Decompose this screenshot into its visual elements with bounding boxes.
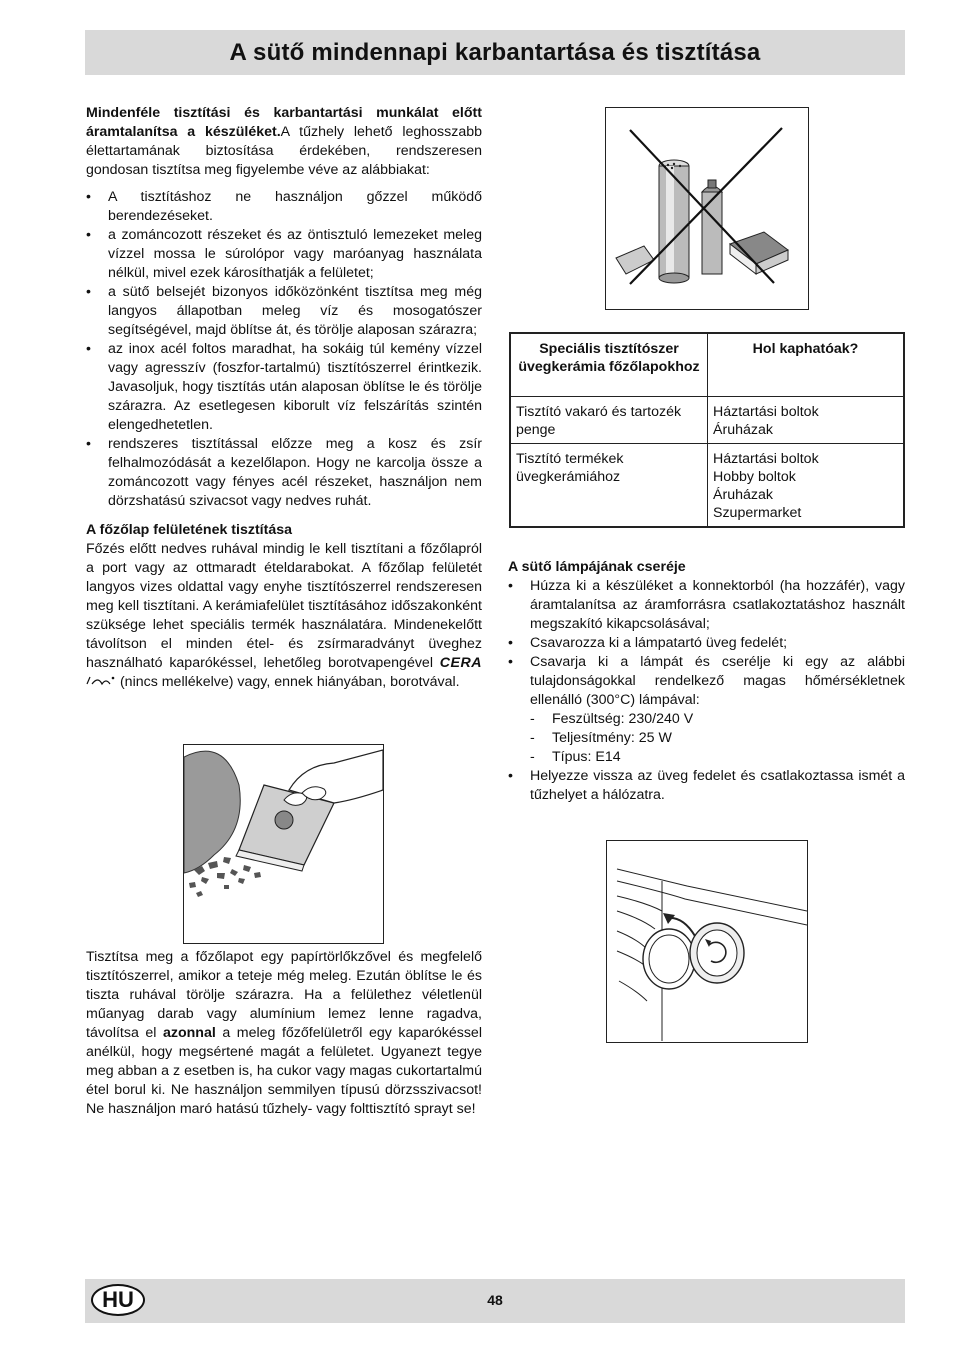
list-item: • a zománcozott részeket és az öntisztuló lemezeket meleg vízzel mossa le súrolópor vagy maróanyag használata nélkül, mivel ezek károsíthatják a felületet;: [86, 226, 482, 283]
table-cell: Tisztító vakaró és tartozék penge: [510, 397, 708, 444]
spec-item: - Teljesítmény: 25 W: [530, 729, 905, 748]
hob-p2-emphasis: azonnal: [162, 1025, 216, 1041]
intro-text: A tűzhely lehető leghosszabb élettartamának biztosítása érdekében, rendszeresen gondosan tisztítsa meg figyelembe véve az alábbiakat:: [86, 124, 483, 178]
lamp-final-text: Helyezze vissza az üveg fedelet és csatlakoztassa ismét a tűzhelyet a hálózatra.: [530, 768, 905, 803]
cleaning-products-table: [509, 332, 905, 528]
oven-lamp-illustration: [606, 840, 808, 1043]
table-header-row: [510, 333, 904, 397]
hob-paragraph-2: [86, 948, 482, 1119]
left-column: [86, 104, 482, 692]
scraper-illustration: [183, 744, 384, 944]
hob-p2: [86, 948, 482, 1119]
table-row: [510, 444, 904, 528]
page-footer: [85, 1279, 905, 1323]
intro-warning: Mindenféle tisztítási és karbantartási munkálat előtt áramtalanítsa a készüléket.: [86, 105, 482, 140]
spec-item: - Feszültség: 230/240 V: [530, 710, 905, 729]
table-row: [510, 397, 904, 444]
spec-item: - Típus: E14: [530, 748, 905, 767]
hob-paragraph: [86, 540, 482, 692]
table-header-where: Hol kaphatóak?: [708, 333, 905, 397]
lamp-heading: A sütő lámpájának cseréje: [508, 559, 686, 575]
cera-logo-mark: [86, 674, 116, 690]
lamp-steps-list: [508, 577, 905, 710]
lamp-final-step: [508, 767, 905, 805]
list-item: • az inox acél foltos maradhat, ha sokáig túl kemény vízzel vagy agresszív (foszfor-tartalmú) tisztítószerrel érintkezik. Javasoljuk, hogy tisztítás után alaposan öblítse le és törölje szárazra. Az esetlegesen kiborult víz felszárítás szintén elengedhetetlen.: [86, 340, 482, 435]
list-item: • a sütő belsejét bizonyos időközönként tisztítsa meg még langyos állapotban meleg víz és mosogatószer segítségével, majd öblítse át, és törölje alaposan szárazra;: [86, 283, 482, 340]
list-item: • rendszeres tisztítással előzze meg a kosz és zsír felhalmozódását a kezelőlapon. Hogy ne karcolja össze a zománcozott vagy fényes acél részeket, használjon nem dörzshatású szivacsot vagy nedves ruhát.: [86, 435, 482, 511]
page-title: A sütő mindennapi karbantartása és tisztítása: [229, 38, 761, 66]
language-badge: HU: [91, 1284, 145, 1316]
hob-p2-text-b: a meleg főzőfelületről egy kaparókéssel anélkül, hogy megsértené magát a felületet. Ugyanezt tegye meg abban a z esetben is, ha cukor vagy magas cukortartalmú étel borul ki. Ne használjon semmilyen típusú dörzsszivacsot! Ne használjon maró hatású tűzhely- vagy folttisztító sprayt se!: [86, 1025, 482, 1117]
page-number: 48: [487, 1292, 503, 1308]
hob-text-part1: Főzés előtt nedves ruhával mindig le kell tisztítani a főzőlapról a port vagy az ottmaradt ételdarabokat. A főzőlap felületét langyos vizes oldattal vagy enyhe tisztítószerrel rendszeresen meg kell tisztítani. A kerámiafelület tisztításához időszakonként szüksége lehet speciális termék használatára. Mindenekelőtt távolítson el minden étel- és zsírmaradványt üveghez használható kaparókéssel, lehetőleg borotvapengével: [86, 541, 482, 671]
page-header: [85, 30, 905, 75]
cera-logo: CERA: [439, 655, 482, 671]
hob-p2-text-a: Tisztítsa meg a főzőlapot egy papírtörlőkzővel és megfelelő tisztítószerrel, amikor a teteje még meleg. Ezután öblítse le és tiszta ruhával törölje szárazra. Ha a felülethez véletlenül műanyag darab vagy alumínium lemez lenne ragadva, távolítsa el: [86, 949, 482, 1041]
intro-paragraph: [86, 104, 482, 180]
lamp-section: [508, 558, 905, 805]
cleaning-tips-list: [86, 188, 482, 511]
bullet-icon: •: [508, 768, 513, 784]
table-cell: Háztartási boltok Áruházak: [708, 397, 905, 444]
table-header-product: Speciális tisztítószer üvegkerámia főzőlapokhoz: [510, 333, 708, 397]
hob-heading: A főzőlap felületének tisztítása: [86, 522, 293, 538]
lamp-spec-list: [508, 710, 905, 767]
table-cell: Tisztító termékek üvegkerámiához: [510, 444, 708, 528]
list-item: • Csavarozza ki a lámpatartó üveg fedelét;: [508, 634, 905, 653]
forbidden-products-illustration: [605, 107, 809, 310]
list-item: • Csavarja ki a lámpát és cserélje ki egy az alábbi tulajdonságokkal rendelkező magas hőmérsékletnek ellenálló (300°C) lámpával:: [508, 653, 905, 710]
table-cell: Háztartási boltok Hobby boltok Áruházak Szupermarket: [708, 444, 905, 528]
list-item: • A tisztításhoz ne használjon gőzzel működő berendezéseket.: [86, 188, 482, 226]
list-item: • Húzza ki a készüléket a konnektorból (ha hozzáfér), vagy áramtalanítsa az áramforrásra csatlakoztatáshoz használt megszakító kikapcsolásával;: [508, 577, 905, 634]
hob-text-part2: (nincs mellékelve) vagy, ennek hiányában, borotvával.: [119, 674, 460, 690]
